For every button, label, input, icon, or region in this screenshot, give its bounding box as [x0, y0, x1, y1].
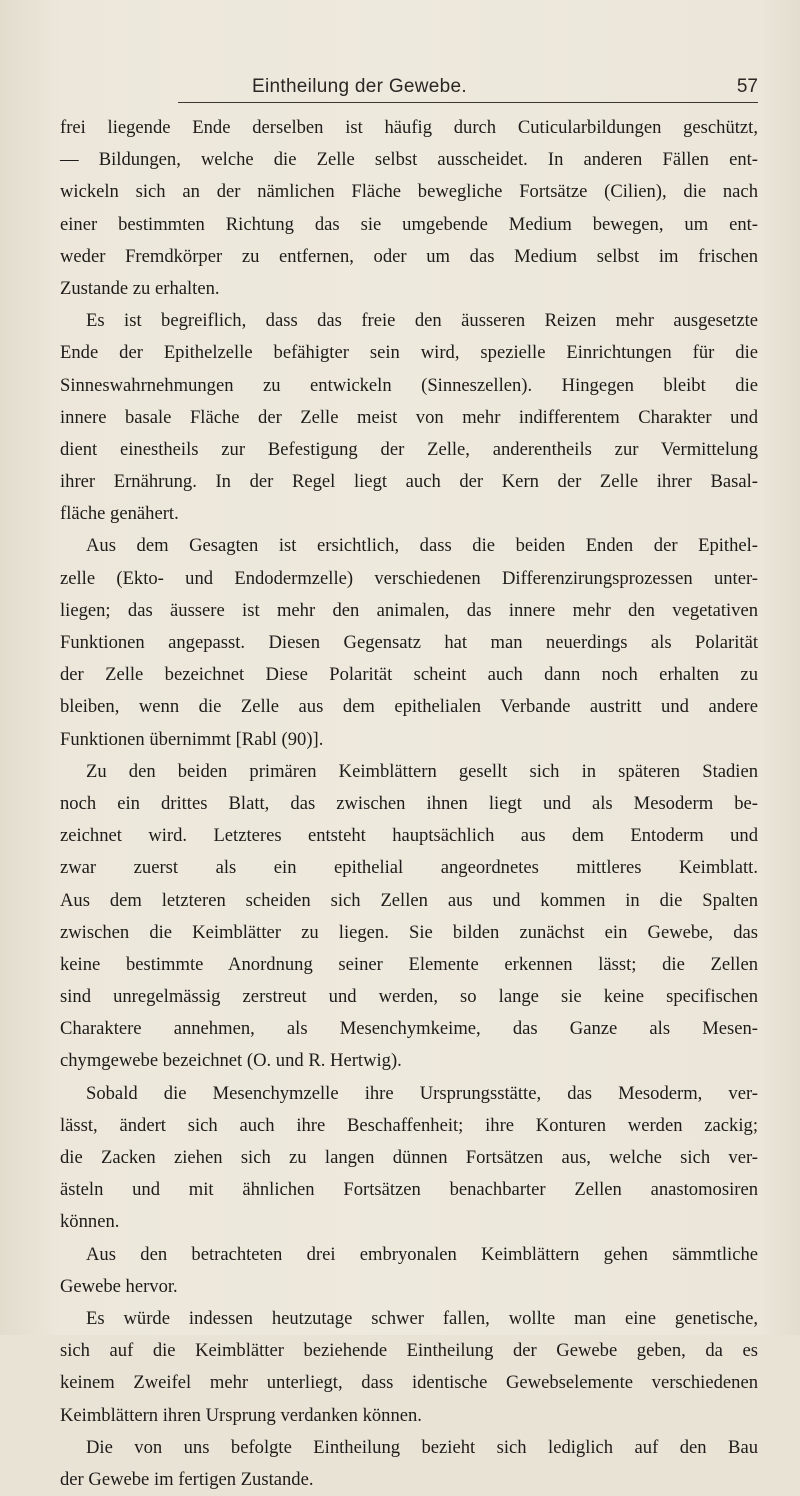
text-line: chymgewebe bezeichnet (O. und R. Hertwig). — [60, 1050, 402, 1072]
text-line: können. — [60, 1211, 120, 1233]
page-number: 57 — [736, 76, 758, 97]
text-line: Gewebe hervor. — [60, 1275, 178, 1297]
text-line: zwar zuerst als ein epithelial angeordnetes mittleres Keimblatt. — [60, 857, 758, 879]
running-title: Eintheilung der Gewebe. — [252, 76, 467, 97]
text-line: keine bestimmte Anordnung seiner Elemente erkennen lässt; die Zellen — [60, 953, 758, 975]
header-rule — [178, 102, 758, 103]
text-line: Zu den beiden primären Keimblättern gesellt sich in späteren Stadien — [86, 760, 758, 782]
text-line: wickeln sich an der nämlichen Fläche bewegliche Fortsätze (Cilien), die nach — [60, 181, 758, 203]
text-line: sich auf die Keimblätter beziehende Eintheilung der Gewebe geben, da es — [60, 1340, 758, 1362]
text-line: bleiben, wenn die Zelle aus dem epithelialen Verbande austritt und andere — [60, 696, 758, 718]
text-line: zwischen die Keimblätter zu liegen. Sie bilden zunächst ein Gewebe, das — [60, 921, 758, 943]
text-line: frei liegende Ende derselben ist häufig durch Cuticularbildungen geschützt, — [60, 117, 758, 138]
text-line: Es würde indessen heutzutage schwer fallen, wollte man eine genetische, — [86, 1307, 758, 1329]
text-line: einer bestimmten Richtung das sie umgebende Medium bewegen, um ent- — [60, 213, 758, 235]
text-line: liegen; das äussere ist mehr den animalen, das innere mehr den vegetativen — [60, 599, 758, 621]
text-line: Aus dem Gesagten ist ersichtlich, dass die beiden Enden der Epithel- — [86, 535, 758, 557]
text-line: Aus den betrachteten drei embryonalen Keimblättern gehen sämmtliche — [86, 1243, 758, 1265]
text-line: noch ein drittes Blatt, das zwischen ihnen liegt und als Mesoderm be- — [60, 792, 758, 814]
text-line: Sobald die Mesenchymzelle ihre Ursprungsstätte, das Mesoderm, ver- — [86, 1082, 758, 1104]
text-line: zeichnet wird. Letzteres entsteht hauptsächlich aus dem Entoderm und — [60, 825, 758, 847]
text-line: Keimblättern ihren Ursprung verdanken können. — [60, 1404, 422, 1426]
text-line: zelle (Ekto- und Endodermzelle) verschiedenen Differenzirungsprozessen unter- — [60, 567, 758, 589]
text-line: — Bildungen, welche die Zelle selbst ausscheidet. In anderen Fällen ent- — [60, 149, 758, 171]
text-line: Aus dem letzteren scheiden sich Zellen aus und kommen in die Spalten — [60, 889, 758, 911]
text-line: Es ist begreiflich, dass das freie den äusseren Reizen mehr ausgesetzte — [86, 310, 758, 332]
text-line: Charaktere annehmen, als Mesenchymkeime, das Ganze als Mesen- — [60, 1018, 758, 1040]
text-line: Funktionen übernimmt [Rabl (90)]. — [60, 728, 324, 750]
text-line: der Gewebe im fertigen Zustande. — [60, 1468, 314, 1490]
text-line: keinem Zweifel mehr unterliegt, dass identische Gewebselemente verschiedenen — [60, 1372, 758, 1394]
text-line: fläche genähert. — [60, 503, 179, 525]
text-line: Zustande zu erhalten. — [60, 277, 220, 299]
text-line: Funktionen angepasst. Diesen Gegensatz hat man neuerdings als Polarität — [60, 632, 758, 653]
text-line: Ende der Epithelzelle befähigter sein wird, spezielle Einrichtungen für die — [60, 342, 758, 364]
text-line: der Zelle bezeichnet Diese Polarität scheint auch dann noch erhalten zu — [60, 664, 758, 686]
text-line: innere basale Fläche der Zelle meist von mehr indifferentem Charakter und — [60, 406, 758, 428]
text-line: dient einestheils zur Befestigung der Zelle, anderentheils zur Vermittelung — [60, 438, 758, 460]
text-line: ihrer Ernährung. In der Regel liegt auch der Kern der Zelle ihrer Basal- — [60, 471, 758, 493]
text-line: Die von uns befolgte Eintheilung bezieht sich lediglich auf den Bau — [86, 1436, 758, 1458]
text-line: Sinneswahrnehmungen zu entwickeln (Sinneszellen). Hingegen bleibt die — [60, 374, 758, 396]
text-line: ästeln und mit ähnlichen Fortsätzen benachbarter Zellen anastomosiren — [60, 1179, 758, 1201]
text-line: weder Fremdkörper zu entfernen, oder um das Medium selbst im frischen — [60, 245, 758, 267]
body-text — [60, 112, 758, 1496]
running-header — [60, 76, 760, 104]
text-line: sind unregelmässig zerstreut und werden, so lange sie keine specifischen — [60, 986, 758, 1008]
text-line: die Zacken ziehen sich zu langen dünnen Fortsätzen aus, welche sich ver- — [60, 1147, 758, 1168]
text-line: lässt, ändert sich auch ihre Beschaffenheit; ihre Konturen werden zackig; — [60, 1114, 758, 1136]
